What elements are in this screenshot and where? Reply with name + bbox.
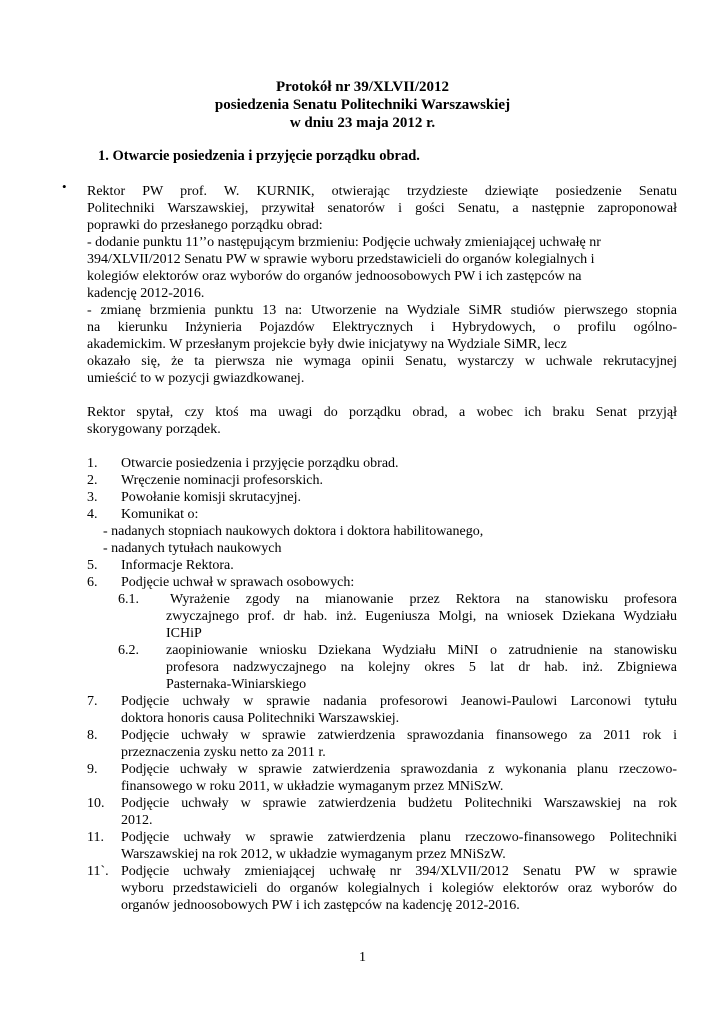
agenda-item: Komunikat o: [121, 507, 199, 522]
opening-line: umieścić to w pozycji gwiazdkowanej. [87, 371, 305, 386]
opening-line: akademickim. W przesłanym projekcie były dwie inicjatywy na Wydziale SiMR, lecz [87, 337, 567, 352]
agenda-item: Podjęcie uchwały zmieniającej uchwałę nr 394/XLVII/2012 Senatu PW w sprawie [121, 864, 677, 879]
agenda-subnumber: 6.2. [118, 643, 139, 658]
bullet-icon: • [62, 179, 67, 194]
protocol-date: w dniu 23 maja 2012 r. [289, 115, 436, 131]
agenda-item: Podjęcie uchwały w sprawie zatwierdzenia sprawozdania finansowego za 2011 rok i [121, 728, 677, 743]
agenda-item: Powołanie komisji skrutacyjnej. [121, 490, 302, 505]
agenda-item: Podjęcie uchwały w sprawie zatwierdzenia planu rzeczowo-finansowego Politechniki [121, 830, 677, 845]
opening-line: kadencję 2012-2016. [87, 286, 205, 301]
page-number: 1 [359, 950, 366, 965]
opening-line: Politechniki Warszawskiej, przywitał senatorów i gości Senatu, a następnie zaproponował [87, 201, 677, 216]
agenda-subitem: zaopiniowanie wniosku Dziekana Wydziału MiNI o zatrudnienie na stanowisku [166, 643, 677, 658]
agenda-number: 10. [87, 796, 105, 811]
opening-line: Rektor PW prof. W. KURNIK, otwierając trzydzieste dziewiąte posiedzenie Senatu [87, 184, 677, 199]
opening-line: - zmianę brzmienia punktu 13 na: Utworzenie na Wydziale SiMR studiów pierwszego stopnia [87, 303, 677, 318]
agenda-number: 5. [87, 558, 98, 573]
acceptance-line: Rektor spytał, czy ktoś ma uwagi do porządku obrad, a wobec ich braku Senat przyjął [87, 405, 677, 420]
agenda-subitem: ICHiP [166, 626, 202, 641]
agenda-item: organów jednoosobowych PW i ich zastępców na kadencję 2012-2016. [121, 898, 520, 913]
agenda-number: 3. [87, 490, 98, 505]
opening-line: okazało się, że ta pierwsza nie wymaga opinii Senatu, wystarczy w uchwale rekrutacyjnej [87, 354, 677, 369]
agenda-number: 7. [87, 694, 98, 709]
opening-line: na kierunku Inżynieria Pojazdów Elektrycznych i Hybrydowych, o profilu ogólno- [87, 320, 677, 335]
agenda-subitem: Wyrażenie zgody na mianowanie przez Rektora na stanowisku profesora [170, 592, 677, 607]
agenda-item: wyboru przedstawicieli do organów kolegialnych i kolegiów elektorów oraz wyborów do [121, 881, 677, 896]
agenda-item: doktora honoris causa Politechniki Warszawskiej. [121, 711, 400, 726]
agenda-number: 9. [87, 762, 98, 777]
opening-line: 394/XLVII/2012 Senatu PW w sprawie wyboru przedstawicieli do organów kolegialnych i [87, 252, 595, 267]
agenda-item: Podjęcie uchwał w sprawach osobowych: [121, 575, 355, 590]
opening-line: kolegiów elektorów oraz wyborów do organów jednoosobowych PW i ich zastępców na [87, 269, 582, 284]
agenda-item: Wręczenie nominacji profesorskich. [121, 473, 323, 488]
agenda-item: Podjęcie uchwały w sprawie nadania profesorowi Jeanowi-Paulowi Larconowi tytułu [121, 694, 677, 709]
agenda-subitem: Pasternaka-Winiarskiego [166, 677, 307, 692]
agenda-item: 2012. [121, 813, 153, 828]
agenda-subitem: - nadanych stopniach naukowych doktora i doktora habilitowanego, [103, 524, 484, 539]
protocol-subtitle: posiedzenia Senatu Politechniki Warszawskiej [214, 97, 511, 113]
agenda-number: 6. [87, 575, 98, 590]
section-heading-1: 1. Otwarcie posiedzenia i przyjęcie porządku obrad. [98, 148, 420, 164]
agenda-subnumber: 6.1. [118, 592, 139, 607]
agenda-number: 8. [87, 728, 98, 743]
agenda-item: Warszawskiej na rok 2012, w układzie wymaganym przez MNiSzW. [121, 847, 506, 862]
agenda-number: 11`. [87, 864, 109, 879]
agenda-item: finansowego w roku 2011, w układzie wymaganym przez MNiSzW. [121, 779, 504, 794]
agenda-item: Otwarcie posiedzenia i przyjęcie porządku obrad. [121, 456, 399, 471]
opening-line: - dodanie punktu 11’’o następującym brzmieniu: Podjęcie uchwały zmieniającej uchwałę nr [87, 235, 601, 250]
protocol-title: Protokół nr 39/XLVII/2012 [275, 79, 450, 95]
opening-line: poprawki do przesłanego porządku obrad: [87, 218, 323, 233]
agenda-number: 11. [87, 830, 104, 845]
agenda-number: 1. [87, 456, 98, 471]
agenda-number: 2. [87, 473, 98, 488]
agenda-subitem: profesora nadzwyczajnego na kolejny okres 5 lat dr hab. inż. Zbigniewa [166, 660, 677, 675]
agenda-subitem: - nadanych tytułach naukowych [103, 541, 282, 556]
acceptance-line: skorygowany porządek. [87, 422, 221, 437]
agenda-subitem: zwyczajnego prof. dr hab. inż. Eugeniusza Molgi, na wniosek Dziekana Wydziału [166, 609, 677, 624]
agenda-item: Informacje Rektora. [121, 558, 234, 573]
agenda-item: Podjęcie uchwały w sprawie zatwierdzenia sprawozdania z wykonania planu rzeczowo- [121, 762, 677, 777]
agenda-number: 4. [87, 507, 98, 522]
agenda-item: Podjęcie uchwały w sprawie zatwierdzenia budżetu Politechniki Warszawskiej na rok [121, 796, 677, 811]
agenda-item: przeznaczenia zysku netto za 2011 r. [121, 745, 326, 760]
